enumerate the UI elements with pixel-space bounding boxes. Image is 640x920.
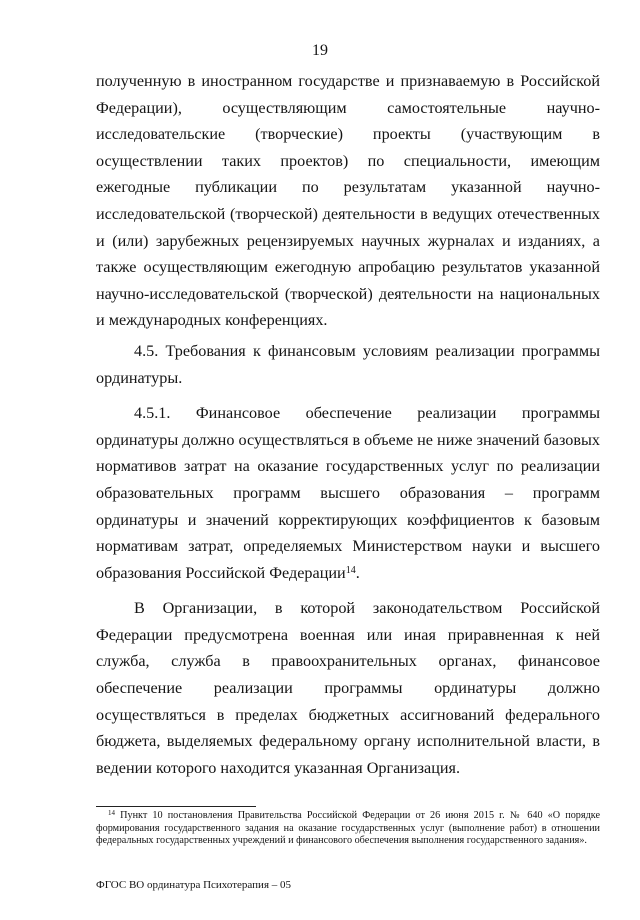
paragraph-4-5-1-end: . [355, 563, 360, 582]
paragraph-4-5-1-text: 4.5.1. Финансовое обеспечение реализации программы ординатуры должно осуществляться в объеме не ниже значений базовых нормативов затрат на оказание государственных услуг по реализации образовательных программ высшего образования – программ ординатуры и значений корректирующих коэффициентов к базовым нормативам затрат, определяемых Министерством науки и высшего образования Российской Федерации [96, 404, 600, 582]
footnote-body [96, 810, 600, 848]
paragraph-continuation: полученную в иностранном государстве и признаваемую в Российской Федерации), осуществляющим самостоятельные научно-исследовательские (творческие) проекты (участвующим в осуществлении таких проектов) по специальности, имеющим ежегодные публикации по результатам указанной научно-исследовательской (творческой) деятельности в ведущих отечественных и (или) зарубежных рецензируемых научных журналах и изданиях, а также осуществляющим ежегодную апробацию результатов указанной научно-исследовательской (творческой) деятельности на национальных и международных конференциях. [96, 72, 600, 330]
footnote-text: Пункт 10 постановления Правительства Российской Федерации от 26 июня 2015 г. № 640 «О порядке формирования государственного задания на оказание государственных услуг (выполнение работ) в отношении федеральных государственных учреждений и финансового обеспечения выполнения государственного задания». [96, 810, 600, 847]
footnote-divider [96, 806, 256, 807]
footnote [96, 810, 600, 848]
paragraph-military-organizations: В Организации, в которой законодательством Российской Федерации предусмотрена военная или иная приравненная к ней служба, служба в правоохранительных органах, финансовое обеспечение реализации программы ординатуры должно осуществляться в пределах бюджетных ассигнований федерального бюджета, выделяемых федеральному органу исполнительной власти, в ведении которого находится указанная Организация. [96, 599, 600, 777]
footnote-marker: 14 [108, 809, 115, 817]
page-number: 19 [312, 42, 328, 59]
document-footer: ФГОС ВО ординатура Психотерапия – 05 [96, 879, 291, 891]
body-text [96, 68, 600, 781]
section-heading-4-5: 4.5. Требования к финансовым условиям реализации программы ординатуры. [96, 341, 600, 387]
footnote-reference[interactable]: 14 [345, 564, 356, 576]
paragraph-4-5-1 [96, 400, 600, 586]
